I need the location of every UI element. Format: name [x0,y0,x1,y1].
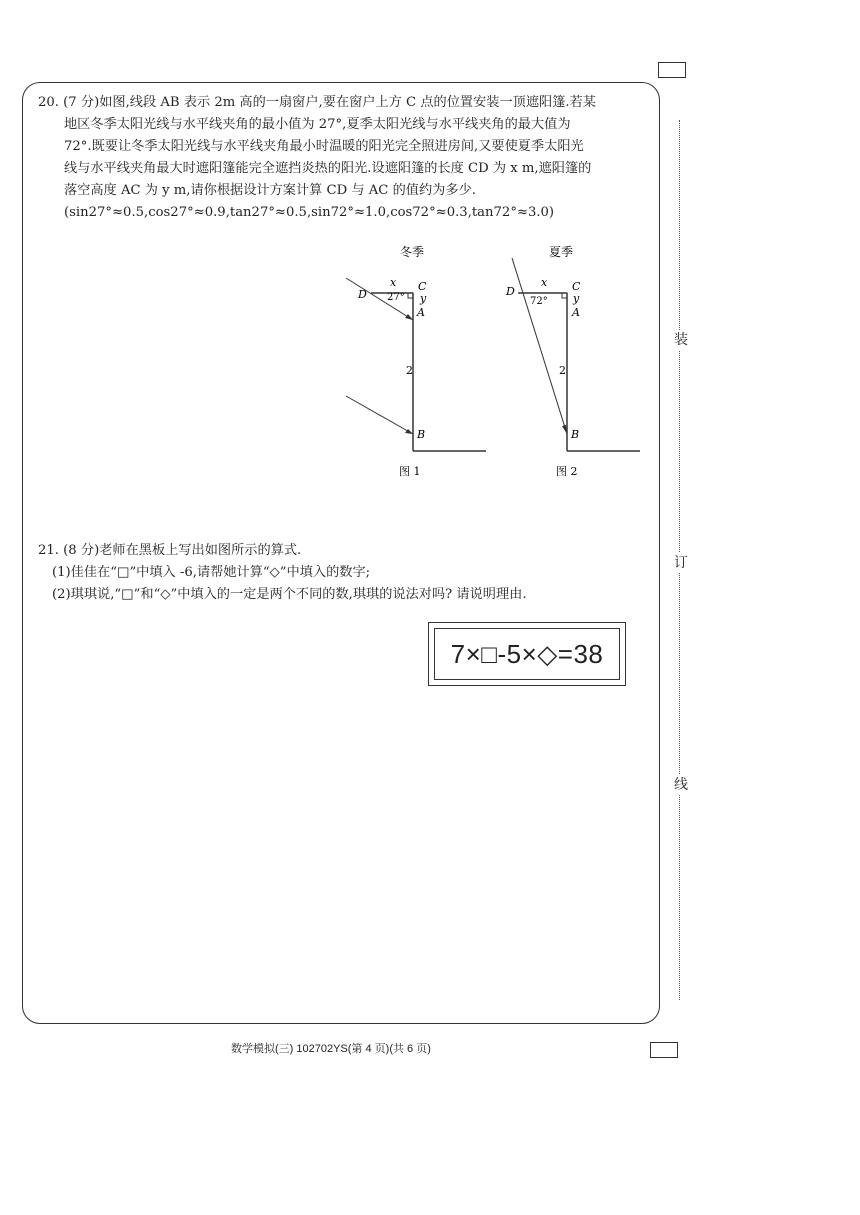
fig1-label-x: x [390,276,397,289]
fig2-label-a: A [572,306,580,319]
fig1-season-label: 冬季 [400,245,425,259]
fig1-sun-ray-bottom [346,396,413,434]
fig2-label-y: y [573,292,580,305]
binding-char-ding: 订 [674,555,688,571]
question-20 [38,92,650,224]
page-footer: 数学模拟(三) 102702YS(第 4 页)(共 6 页) [231,1043,431,1055]
figure-1-winter [340,240,500,480]
fig2-season-label: 夏季 [549,245,574,259]
binding-char-zhuang: 装 [674,332,688,348]
q20-line: 20. (7 分)如图,线段 AB 表示 2m 高的一扇窗户,要在窗户上方 C 点的位置安装一顶遮阳篷.若某 [38,95,596,110]
q20-line: 72°.既要让冬季太阳光线与水平线夹角最小时温暖的阳光完全照进房间,又要使夏季太阳光 [64,139,584,154]
fig2-label-2: 2 [559,364,566,377]
q20-trig-values: (sin27°≈0.5,cos27°≈0.9,tan27°≈0.5,sin72°≈1.0,cos72°≈0.3,tan72°≈3.0) [64,205,555,220]
q21-part-1: (1)佳佳在“□”中填入 -6,请帮她计算“◇”中填入的数字; [52,565,371,580]
fig2-label-x: x [541,276,548,289]
fig1-label-c: C [418,280,427,293]
fig1-label-a: A [417,306,425,319]
fig2-label-b: B [571,428,580,441]
q20-line: 地区冬季太阳光线与水平线夹角的最小值为 27°,夏季太阳光线与水平线夹角的最大值为 [64,117,571,132]
figure-2-summer [500,240,650,480]
fig1-label-y: y [420,292,427,305]
fig2-angle: 72° [530,296,548,307]
formula-text: 7×□-5×◇=38 [434,628,620,680]
fig1-angle: 27° [387,292,405,303]
corner-box-bottom [650,1042,678,1058]
fig1-caption: 图 1 [399,465,421,478]
fig1-label-2: 2 [406,364,413,377]
corner-box-top [658,62,686,78]
binding-char-xian: 线 [674,777,688,793]
fig2-label-c: C [572,280,581,293]
q20-line: 线与水平线夹角最大时遮阳篷能完全遮挡炎热的阳光.设遮阳篷的长度 CD 为 x m,遮阳篷的 [64,161,592,176]
question-21 [38,540,650,606]
fig2-label-d: D [506,285,515,298]
q21-line: 21. (8 分)老师在黑板上写出如图所示的算式. [38,543,302,558]
fig2-caption: 图 2 [556,465,578,478]
fig2-sun-ray [512,258,567,434]
formula-box [428,622,626,686]
q20-line: 落空高度 AC 为 y m,请你根据设计方案计算 CD 与 AC 的值约为多少. [64,183,476,198]
fig1-label-d: D [358,288,367,301]
fig1-label-b: B [417,428,426,441]
q21-part-2: (2)琪琪说,“□”和“◇”中填入的一定是两个不同的数,琪琪的说法对吗? 请说明理由. [52,587,527,602]
fig1-arrowhead [405,314,413,320]
